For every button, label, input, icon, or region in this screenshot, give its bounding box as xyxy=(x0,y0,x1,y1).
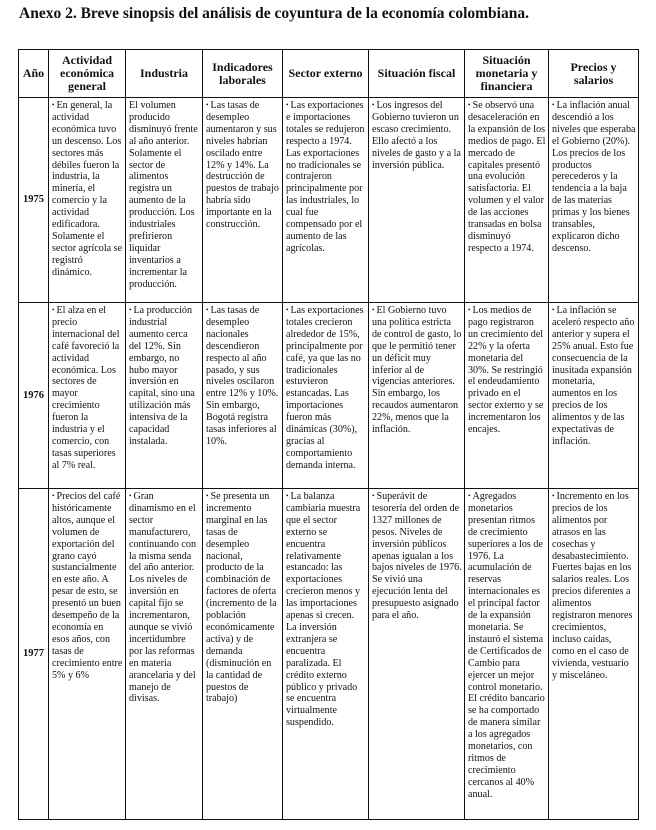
cell-text: Superávit de tesorería del orden de 1327 millones de pesos. Niveles de inversión públicos apenas igualan a los bajos niveles de 1976. Se vivió una ejecución lenta del presupuesto asignado para el año. xyxy=(372,491,462,622)
cell-text: El Gobierno tuvo una política estricta de control de gasto, lo que le permitió tener un déficit muy inferior al de vigencias anteriores. Sin embargo, los recaudos aumentaron 22%, menos que la inflación. xyxy=(372,305,462,436)
cell-text: La inflación anual descendió a los niveles que esperaba el Gobierno (20%). Los precios de los productos perecederos y la tendencia a la baja de las materias primas y los bienes transables, explicaron dicho descenso. xyxy=(552,100,636,254)
header-row xyxy=(19,50,639,98)
cell-text: Incremento en los precios de los alimentos por atrasos en las cosechas y desabastecimiento. Fuertes bajas en los salarios reales. Los precios diferentes a alimentos registraron menores crecimientos, incluso caídas, como en el caso de vivienda, vestuario y misceláneo. xyxy=(552,491,633,681)
table-row xyxy=(19,489,639,820)
bullet-icon: • xyxy=(372,101,375,109)
bullet-icon: • xyxy=(286,306,289,314)
bullet-icon: • xyxy=(52,492,55,500)
year-cell: 1975 xyxy=(19,98,49,303)
year-cell: 1977 xyxy=(19,489,49,820)
bullet-icon: • xyxy=(286,101,289,109)
bullet-icon: • xyxy=(552,101,555,109)
bullet-icon: • xyxy=(129,306,132,314)
cell-text: Los ingresos del Gobierno tuvieron un escaso crecimiento. Ello afectó a los niveles de gasto y a la inversión pública. xyxy=(372,100,461,171)
header-laborales: Indicadores laborales xyxy=(203,50,283,98)
synopsis-table xyxy=(18,49,639,820)
cell-text: El alza en el precio internacional del café favoreció la actividad económica. Los sectores de mayor crecimiento fueron la industria y el comercio, con tasas superiores al 7% real. xyxy=(52,305,120,471)
cell-text: La inflación se aceleró respecto año anterior y supera el 25% anual. Esto fue consecuencia de la inusitada expansión monetaria, aumentos en los precios de los alimentos y de las expectativas de inflación. xyxy=(552,305,635,447)
table-row xyxy=(19,98,639,303)
document-title: Anexo 2. Breve sinopsis del análisis de coyuntura de la economía colombiana. xyxy=(19,5,529,22)
cell-text: Se presenta un incremento marginal en las tasas de desempleo nacional, producto de la combinación de factores de oferta (incremento de la población económicamente activa) y de demanda (disminución en la cantidad de puestos de trabajo) xyxy=(206,491,277,705)
bullet-icon: • xyxy=(468,306,471,314)
actividad-cell xyxy=(49,98,126,303)
industria-cell xyxy=(126,489,203,820)
year-cell: 1976 xyxy=(19,303,49,489)
fiscal-cell xyxy=(369,98,465,303)
cell-text: Se observó una desaceleración en la expansión de los medios de pago. El mercado de capitales presentó una evolución satisfactoria. El volumen y el valor de las acciones transadas en bolsa disminuyó respecto a 1974. xyxy=(468,100,546,254)
bullet-icon: • xyxy=(206,492,209,500)
actividad-cell xyxy=(49,489,126,820)
fiscal-cell xyxy=(369,303,465,489)
fiscal-cell xyxy=(369,489,465,820)
laborales-cell xyxy=(203,98,283,303)
table-row xyxy=(19,303,639,489)
precios-cell xyxy=(549,489,639,820)
cell-text: Las exportaciones e importaciones totales se redujeron respecto a 1974. Las exportaciones no tradicionales se contrajeron principalmente por las industriales, lo cual fue compensado por el aumento de las agrícolas. xyxy=(286,100,365,254)
cell-text: Precios del café históricamente altos, aunque el volumen de exportación del grano cayó sustancialmente en este año. A pesar de esto, se presentó un buen desempeño de la economía en esos años, con tasas de crecimiento entre 5% y 6% xyxy=(52,491,123,681)
header-sector-externo: Sector externo xyxy=(283,50,369,98)
cell-text: Los medios de pago registraron un crecimiento del 22% y la oferta monetaria del 30%. Se restringió el endeudamiento privado en el sector externo y se incrementaron los encajes. xyxy=(468,305,544,436)
cell-text: Gran dinamismo en el sector manufacturero, continuando con la misma senda del año anterior. Los niveles de inversión en capital fijo se incrementaron, aunque se vivió incertidumbre por las reformas en materia arancelaria y del manejo de divisas. xyxy=(129,491,196,705)
bullet-icon: • xyxy=(552,306,555,314)
monetaria-cell xyxy=(465,98,549,303)
bullet-icon: • xyxy=(372,492,375,500)
laborales-cell xyxy=(203,489,283,820)
bullet-icon: • xyxy=(552,492,555,500)
precios-cell xyxy=(549,303,639,489)
industria-cell xyxy=(126,98,203,303)
industria-cell xyxy=(126,303,203,489)
bullet-icon: • xyxy=(206,101,209,109)
bullet-icon: • xyxy=(372,306,375,314)
externo-cell xyxy=(283,98,369,303)
header-situacion-fiscal: Situación fiscal xyxy=(369,50,465,98)
header-year: Año xyxy=(19,50,49,98)
cell-text: La producción industrial aumento cerca del 12%. Sin embargo, no hubo mayor inversión en capital, sino una utilización más intensiva de la capacidad instalada. xyxy=(129,305,195,447)
externo-cell xyxy=(283,303,369,489)
cell-text: Agregados monetarios presentan ritmos de crecimiento superiores a los de 1976. La acumulación de reservas internacionales es el principal factor de la expansión monetaria. Se instauró el sistema de Certificados de Cambio para ejercer un mejor control monetario. El crédito bancario se ha comportado de manera similar a los agregados monetarios, con ritmos de crecimiento cercanos al 40% anual. xyxy=(468,491,545,800)
header-precios-salarios: Precios y salarios xyxy=(549,50,639,98)
precios-cell xyxy=(549,98,639,303)
cell-text: Las exportaciones totales crecieron alrededor de 15%, principalmente por café, ya que las no tradicionales estuvieron estancadas. Las importaciones fueron más dinámicas (30%), gracias al comportamiento demanda interna. xyxy=(286,305,364,471)
header-industria: Industria xyxy=(126,50,203,98)
bullet-icon: • xyxy=(468,492,471,500)
monetaria-cell xyxy=(465,303,549,489)
externo-cell xyxy=(283,489,369,820)
monetaria-cell xyxy=(465,489,549,820)
bullet-icon: • xyxy=(52,101,55,109)
cell-text: El volumen producido disminuyó frente al año anterior. Solamente el sector de alimentos registra un aumento de la producción. Los industriales prefirieron liquidar inventarios a incrementar la producción. xyxy=(129,100,198,290)
cell-text: En general, la actividad económica tuvo un descenso. Los sectores más débiles fueron la industria, la minería, el comercio y la actividad edificadora. Solamente el sector agrícola se registró dinámico. xyxy=(52,100,123,278)
cell-text: La balanza cambiaria muestra que el sector externo se encuentra relativamente estancado: las exportaciones crecieron menos y las importaciones apenas si crecen. La inversión extranjera se encuentra paralizada. El crédito externo público y privado se encuentra virtualmente suspendido. xyxy=(286,491,361,729)
header-situacion-monetaria: Situación monetaria y financiera xyxy=(465,50,549,98)
actividad-cell xyxy=(49,303,126,489)
bullet-icon: • xyxy=(129,492,132,500)
laborales-cell xyxy=(203,303,283,489)
bullet-icon: • xyxy=(468,101,471,109)
bullet-icon: • xyxy=(52,306,55,314)
cell-text: Las tasas de desempleo nacionales descendieron respecto al año pasado, y sus niveles oscilaron entre 12% y 10%. Sin embargo, Bogotá registra tasas inferiores al 10%. xyxy=(206,305,279,447)
bullet-icon: • xyxy=(286,492,289,500)
cell-text: Las tasas de desempleo aumentaron y sus niveles habrían oscilado entre 12% y 14%. La destrucción de puestos de trabajo habría sido importante en la construcción. xyxy=(206,100,279,231)
header-actividad: Actividad económica general xyxy=(49,50,126,98)
bullet-icon: • xyxy=(206,306,209,314)
